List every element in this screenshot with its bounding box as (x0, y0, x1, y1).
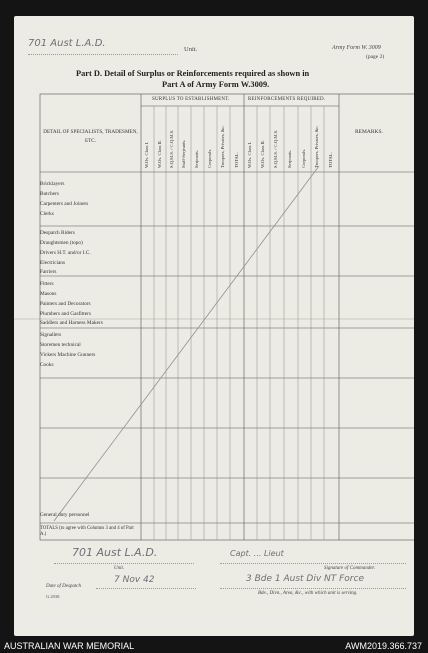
formation-line (220, 588, 406, 589)
row-general-duty: General duty personnel (40, 512, 90, 518)
form-page (14, 16, 414, 636)
surplus-col-1: W.Os. Class II. (157, 140, 162, 168)
reinforcements-header: REINFORCEMENTS REQUIRED. (248, 97, 326, 102)
surplus-col-5: Corporals. (207, 148, 212, 168)
footer-handwritten-formation: 3 Bde 1 Aust Div NT Force (246, 574, 364, 584)
reinf-col-6: TOTAL. (328, 152, 333, 168)
print-code: G.2038. (46, 594, 61, 599)
footer-handwritten-unit: 701 Aust L.A.D. (72, 546, 158, 559)
row-storemen: Storemen technical (40, 342, 81, 348)
footer-handwritten-signature: Capt. ... Lieut (230, 549, 284, 558)
surplus-col-7: TOTAL. (234, 152, 239, 168)
reinf-col-4: Corporals. (301, 148, 306, 168)
row-butchers: Butchers (40, 191, 59, 197)
page-title-line2: Part A of Army Form W.3009. (162, 80, 270, 89)
reinf-col-1: W.Os. Class II. (260, 140, 265, 168)
form-reference: Army Form W. 3009 (332, 45, 381, 51)
row-fitters: Fitters (40, 281, 54, 287)
remarks-header: REMARKS. (355, 129, 383, 135)
footer-unit-line (54, 563, 194, 564)
row-totals: TOTALS (to agree with Columns 3 and 4 of Part A.) (40, 526, 134, 537)
row-carpenters: Carpenters and Joiners (40, 201, 89, 207)
row-electricians: Electricians (40, 260, 65, 266)
date-caption: Date of Despatch (46, 584, 81, 589)
row-despatch-riders: Despatch Riders (40, 230, 75, 236)
row-painters: Painters and Decorators (40, 301, 91, 307)
row-signallers: Signallers (40, 332, 62, 338)
surplus-header: SURPLUS TO ESTABLISHMENT. (152, 97, 230, 102)
row-drivers: Drivers H.T. and/or I.C. (40, 250, 91, 256)
archive-caption-left: AUSTRALIAN WAR MEMORIAL (4, 641, 135, 651)
unit-label: Unit. (184, 46, 198, 53)
row-saddlers: Saddlers and Harness Makers (40, 320, 103, 326)
row-clerks: Clerks (40, 211, 54, 217)
surplus-col-6: Troopers, Privates, &c. (220, 125, 225, 168)
footer-unit-caption: Unit. (114, 566, 125, 571)
reinf-col-5: Troopers, Privates, &c. (314, 125, 319, 168)
signature-line (220, 563, 406, 564)
surplus-col-4: Serjeants. (194, 150, 199, 168)
handwritten-unit: 701 Aust L.A.D. (28, 38, 106, 49)
row-plumbers: Plumbers and Gasfitters (40, 311, 91, 317)
cancel-diagonal (54, 166, 319, 521)
page-reference: (page 2) (366, 54, 385, 60)
row-bricklayers: Bricklayers (40, 181, 65, 187)
row-draughtsmen: Draughtsmen (topo) (40, 240, 83, 246)
date-line (96, 588, 196, 589)
reinf-col-3: Serjeants. (287, 150, 292, 168)
archive-caption-right: AWM2019.366.737 (345, 641, 422, 651)
row-cooks: Cooks (40, 362, 54, 368)
row-vickers: Vickers Machine Gunners (40, 352, 96, 358)
surplus-col-3: Staff-Serjeants. (181, 139, 186, 168)
page-title-line1: Part D. Detail of Surplus or Reinforcements required as shown in (76, 69, 310, 78)
formation-caption: Bde., Divn., Area, &c., with which unit is serving. (258, 591, 358, 596)
detail-table (14, 16, 414, 636)
reinf-col-0: W.Os. Class I. (247, 141, 252, 168)
row-masons: Masons (40, 291, 57, 297)
footer-handwritten-date: 7 Nov 42 (114, 575, 155, 585)
surplus-col-2: S.Q.M.S. / C.Q.M.S. (169, 129, 174, 168)
signature-caption: Signature of Commander. (324, 566, 376, 571)
detail-header: DETAIL OF SPECIALISTS, TRADESMEN, ETC. (43, 129, 138, 144)
reinf-col-2: S.Q.M.S. / C.Q.M.S. (273, 129, 278, 168)
row-farriers: Farriers (40, 269, 57, 275)
archive-caption-bar (0, 637, 428, 653)
surplus-col-0: W.Os. Class I. (144, 141, 149, 168)
